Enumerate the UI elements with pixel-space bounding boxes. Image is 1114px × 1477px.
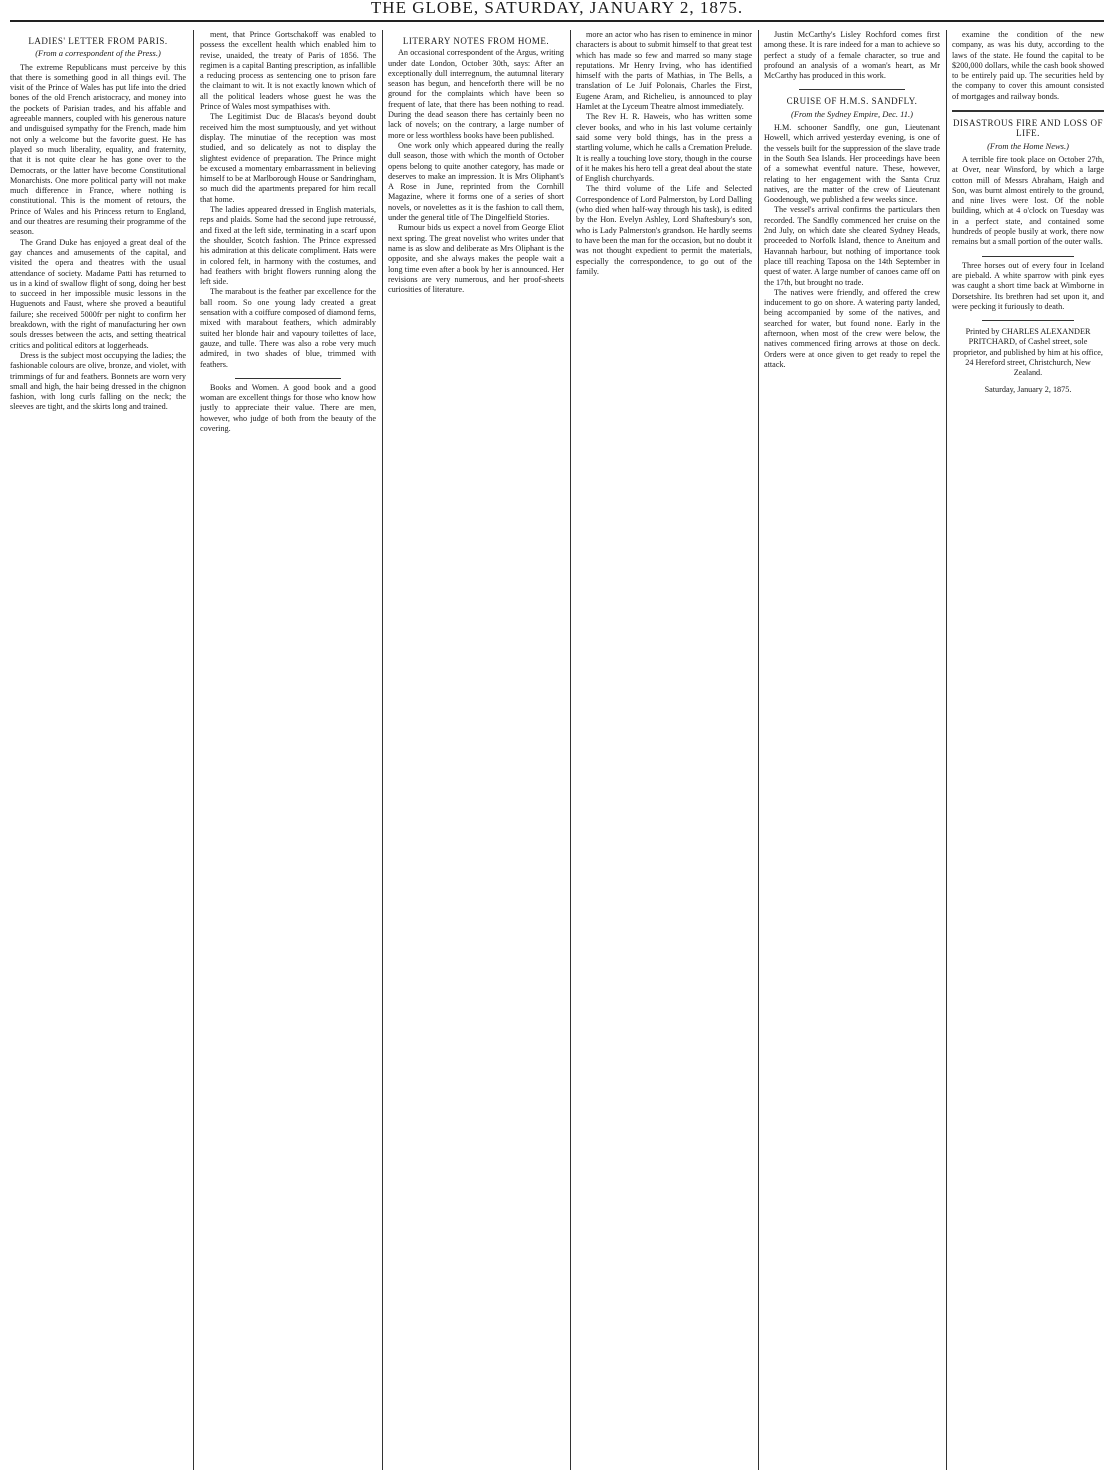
column-3	[388, 30, 564, 1470]
paragraph: An occasional correspondent of the Argus, writing under date London, October 30th, says: After an exceptionally dull interregnum, the autumnal literary season has begun, and henceforth there will be no ground for the complaints which have been so frequent of late, that there has been nothing to read. During the dead season there has certainly been no lack of novels; on the contrary, a large number of more or less worthless books have been published.	[388, 48, 564, 140]
paragraph: The Rev H. R. Haweis, who has written some clever books, and who in his last volume certainly said some very bold things, has in the press a startling volume, which he calls a Cremation Prelude. It is really a touching love story, though in the course of it he makes his hero tell a great deal about the state of English churchyards.	[576, 112, 752, 184]
article-headline: DISASTROUS FIRE AND LOSS OF LIFE.	[952, 118, 1104, 139]
paragraph: The extreme Republicans must perceive by this that there is something good in all things evil. The visit of the Prince of Wales has put life into the dried bones of the old French aristocracy, and money into the pockets of Parisian trades, and his affable and agreeable manners, coupled with his generous nature and undisguised sympathy for the French, made him not only a welcome but the favorite guest. He has played so much liberality, equality, and fraternity, that it is not quite clear he has gone over to the Democrats, or the latter have become Constitutional Monarchists. One more political party will not make much difference in France, where nothing is constitutional. This is the moment of retours, the Prince of Wales and his Princess return to England, and our theatres are resuming their programme of the season.	[10, 62, 186, 237]
masthead: THE GLOBE, SATURDAY, JANUARY 2, 1875.	[370, 0, 744, 17]
section-rule	[799, 89, 905, 90]
imprint-date: Saturday, January 2, 1875.	[984, 384, 1072, 394]
column-divider	[758, 30, 759, 1470]
column-1	[10, 30, 186, 1470]
paragraph: The natives were friendly, and offered the crew inducement to go on shore. A watering party landed, being accompanied by some of the natives, and searched for water, but found none. Early in the afternoon, when most of the crew were below, the natives commenced firing arrows at those on deck. Orders were at once given to get ready to repel the attack.	[764, 287, 940, 369]
article-byline: (From the Sydney Empire, Dec. 11.)	[791, 108, 913, 119]
column-6	[952, 30, 1104, 1470]
column-4	[576, 30, 752, 1470]
paragraph: Books and Women. A good book and a good woman are excellent things for those who know how justly to appreciate their value. There are men, however, who judge of both from the beauty of the covering.	[200, 382, 376, 433]
column-5	[764, 30, 940, 1470]
column-2	[200, 30, 376, 1470]
paragraph: examine the condition of the new company, as was his duty, according to the laws of the state. He found the capital to be $200,000 dollars, while the cash book showed to be entirely paid up. The securities held by the company to cover this amount consisted of mortgages and railway bonds.	[952, 30, 1104, 101]
article-byline: (From a correspondent of the Press.)	[35, 48, 161, 59]
paragraph: One work only which appeared during the really dull season, those with which the month of October opens belong to quite another category, has made or deserves to make an impression. It is Mrs Oliphant's A Rose in June, reprinted from the Cornhill Magazine, where it forms one of a series of short novels, or novelettes as it is the fashion to call them, under the general title of The Dingelfield Stories.	[388, 140, 564, 223]
paragraph: H.M. schooner Sandfly, one gun, Lieutenant Howell, which arrived yesterday evening, is one of the vessels built for the suppression of the slave trade in the South Sea Islands. Her proceedings have been of a somewhat eventful nature. These, however, relating to her engagement with the Santa Cruz natives, are the matter of the crew of Lieutenant Goodenough, we published a few weeks since.	[764, 123, 940, 205]
paragraph: Justin McCarthy's Lisley Rochford comes first among these. It is rare indeed for a man to achieve so perfect a study of a female character, so true and profound an analysis of a woman's heart, as Mr McCarthy has produced in this work.	[764, 30, 940, 81]
imprint: Printed by CHARLES ALEXANDER PRITCHARD, of Cashel street, sole proprietor, and published by him at his office, 24 Hereford street, Christchurch, New Zealand.	[953, 327, 1103, 378]
column-divider	[193, 30, 194, 1470]
paragraph: Dress is the subject most occupying the ladies; the fashionable colours are olive, bronze, and violet, with trimmings of fur and feathers. Bonnets are worn very small and high, the hair being dressed in the chignon fashion, with long curls falling on the neck; the sleeves are tight, and the skirts long and trained.	[10, 350, 186, 412]
article-byline: (From the Home News.)	[987, 140, 1069, 151]
paragraph: more an actor who has risen to eminence in minor characters is about to submit himself to that great test which has made so few and marred so many stage reputations. Mr Henry Irving, who has identified himself with the parts of Mathias, in The Bells, a translation of Le Juif Polonais, Charles the First, Eugene Aram, and Richelieu, is announced to play Hamlet at the Lyceum Theatre almost immediately.	[576, 30, 752, 112]
section-rule	[235, 378, 341, 379]
masthead-rule	[10, 20, 1104, 22]
column-divider	[946, 30, 947, 1470]
column-divider	[382, 30, 383, 1470]
paragraph: The ladies appeared dressed in English materials, reps and plaids. Some had the second jupe retroussé, and fixed at the left side, terminating in a scarf upon the shoulder, Scotch fashion. The Prince expressed his admiration at this delicate compliment. Hats were in colored felt, in harmony with the costumes, and had feathers with bright flowers running along the left side.	[200, 205, 376, 287]
paragraph: ment, that Prince Gortschakoff was enabled to possess the excellent health which enabled him to revise, unaided, the treaty of Paris of 1856. The regimen is a capital Banting prescription, as infallible a reducing process as sentencing one to prison fare the claimant to wit. It is not exactly known which of all the political leaders whose guest he was the Prince of Wales most sympathises with.	[200, 30, 376, 112]
section-rule	[982, 320, 1073, 321]
paragraph: Three horses out of every four in Iceland are piebald. A white sparrow with pink eyes was caught a short time back at Wimborne in Dorsetshire. Its brethren had set upon it, and were pecking it furiously to death.	[952, 260, 1104, 311]
paragraph: A terrible fire took place on October 27th, at Over, near Winsford, by which a large cotton mill of Messrs Abraham, Haigh and Son, was burnt almost entirely to the ground, and nine lives were lost. Of the noble building, which at 4 o'clock on Tuesday was in a perfect state, and contained some hundreds of people busily at work, there now remains but a small portion of the outer walls.	[952, 154, 1104, 247]
paragraph: Rumour bids us expect a novel from George Eliot next spring. The great novelist who writes under that name is as slow and deliberate as Mrs Oliphant is the opposite, and she always makes the people wait a long time even after a book by her is announced. Her revisions are very numerous, and her proof-sheets curiosities of literature.	[388, 223, 564, 295]
article-headline: LADIES' LETTER FROM PARIS.	[28, 36, 168, 46]
paragraph: The third volume of the Life and Selected Correspondence of Lord Palmerston, by Lord Dalling (who died when half-way through his task), is edited by the Hon. Evelyn Ashley, Lord Shaftesbury's son, who is Lady Palmerston's grandson. He hardly seems to have been the man for the occasion, but no doubt it was not thought expedient to permit the materials, especially the correspondence, to go out of the family.	[576, 184, 752, 276]
column-divider	[570, 30, 571, 1470]
paragraph: The Grand Duke has enjoyed a great deal of the gay chances and amusements of the capital, and visited the opera and theatres with the usual attendance of society. Madame Patti has returned to us in a kind of swallow flight of song, doing her best to succeed in her impossible music lessons in the Huguenots and Faust, where she proved a beautiful failure; she received 5000fr per night to confirm her breakdown, with the right of manufacturing her own souls dresses between the acts, and setting theatrical critics and political editors at loggerheads.	[10, 237, 186, 350]
article-headline: LITERARY NOTES FROM HOME.	[402, 36, 550, 46]
paragraph: The Legitimist Duc de Blacas's beyond doubt received him the most sumptuously, and yet without display. The minutiae of the reception was most studied, and so delicately as not to display the slightest evidence of preparation. The Prince might be excused a momentary embarrassment in believing himself to be at Marlborough House or Sandringham, so much did the apartments prepared for him recall that home.	[200, 112, 376, 204]
article-headline: CRUISE OF H.M.S. SANDFLY.	[786, 96, 918, 107]
section-rule	[952, 110, 1104, 112]
section-rule	[982, 256, 1073, 257]
paragraph: The marabout is the feather par excellence for the ball room. So one young lady created a great sensation with a coiffure composed of diamond ferns, mixed with marabout feathers, which admirably suited her blonde hair and vapoury toilettes of lace, gauze, and tulle. There was also a robe very much admired, in two shades of blue, trimmed with feathers.	[200, 287, 376, 369]
paragraph: The vessel's arrival confirms the particulars then recorded. The Sandfly commenced her cruise on the 2nd July, on which date she cleared Sydney Heads, proceeded to Norfolk Island, thence to Aneitum and Havannah harbour, but nothing of importance took place till reaching Taposa on the 14th September in quest of water. A large number of canoes came off on the 17th, but brought no trade.	[764, 205, 940, 287]
